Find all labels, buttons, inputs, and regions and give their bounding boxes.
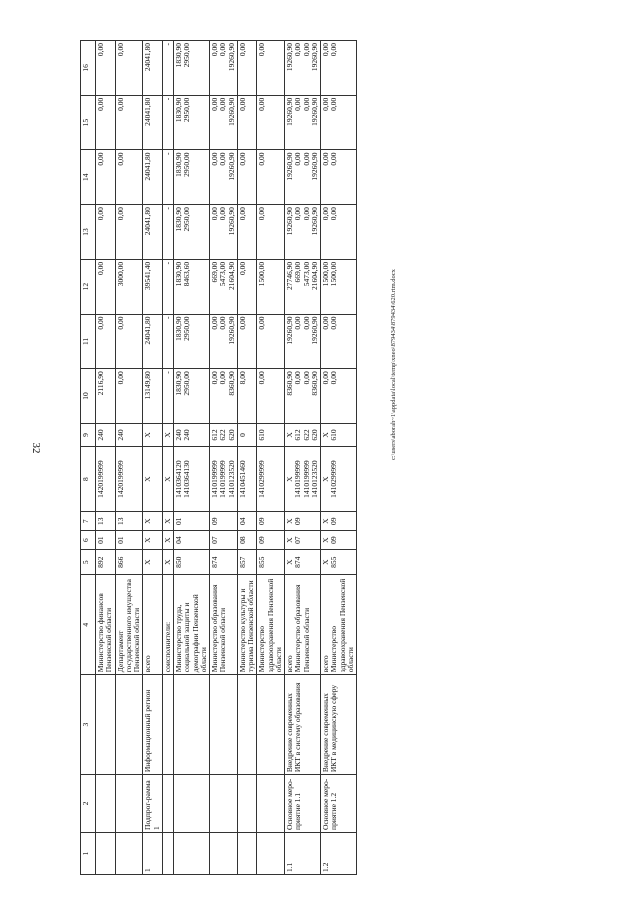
cell-vr: 240 240 [174, 423, 210, 446]
cell-value-2014: 13149,80 [143, 369, 163, 424]
cell-value-2018: - [162, 150, 173, 205]
cell-value-2016: - [162, 259, 173, 314]
column-header: 12 [81, 259, 96, 314]
cell-value-2017: 0,00 [237, 205, 257, 260]
cell-pr: 01 [174, 512, 210, 531]
cell-program-code: Основное меро-приятие 1.2 [321, 775, 357, 833]
cell-rz: X 07 [285, 531, 321, 550]
cell-vr: 240 [115, 423, 143, 446]
table-row [143, 41, 163, 875]
cell-executor: Министерство труда, социальной защиты и демографии Пензенской области [174, 575, 210, 675]
cell-value-2018: 0,00 [257, 150, 285, 205]
cell-value-2015: 0,00 [96, 314, 116, 369]
cell-program-name [210, 675, 238, 775]
cell-executor: соисполнители: [162, 575, 173, 675]
cell-grbs: 892 [96, 550, 116, 575]
cell-pr: X [143, 512, 163, 531]
cell-grbs: 866 [115, 550, 143, 575]
cell-csr: 1410299999 [257, 447, 285, 512]
cell-executor: всего Министерство образования Пензенской области [285, 575, 321, 675]
cell-executor: всего [143, 575, 163, 675]
cell-value-2015: 24041,80 [143, 314, 163, 369]
cell-value-2014: - [162, 369, 173, 424]
cell-value-2017: 19260,90 0,00 0,00 19260,90 [285, 205, 321, 260]
cell-pr: 09 [257, 512, 285, 531]
cell-row-number [210, 832, 238, 874]
cell-value-2015: 0,00 [115, 314, 143, 369]
cell-csr: 1410451460 [237, 447, 257, 512]
cell-value-2019: 0,00 [237, 95, 257, 150]
table-row [237, 41, 257, 875]
cell-value-2017: - [162, 205, 173, 260]
cell-program-code: Подпрог-рамма 1 [143, 775, 163, 833]
cell-value-2018: 24041,80 [143, 150, 163, 205]
cell-value-2020: 0,00 [237, 41, 257, 96]
cell-value-2016: 3000,00 [115, 259, 143, 314]
table-row [321, 41, 357, 875]
cell-program-name [174, 675, 210, 775]
cell-value-2015: 1830,90 2950,00 [174, 314, 210, 369]
cell-csr: 1410199999 1410199999 1410123520 [210, 447, 238, 512]
column-header: 5 [81, 550, 96, 575]
cell-program-name: Внедрение современных ИКТ в медицинскую сферу [321, 675, 357, 775]
table-row [115, 41, 143, 875]
cell-value-2018: 0,00 [96, 150, 116, 205]
cell-rz: 08 [237, 531, 257, 550]
cell-value-2020: 0,00 [257, 41, 285, 96]
cell-program-name [115, 675, 143, 775]
cell-executor: всего Министерство здравоохранения Пензенской области [321, 575, 357, 675]
table-row [210, 41, 238, 875]
cell-rz: X 09 [321, 531, 357, 550]
cell-vr: 610 [257, 423, 285, 446]
cell-value-2015: 19260,90 0,00 0,00 19260,90 [285, 314, 321, 369]
cell-executor: Министерство культуры и туризма Пензенской области [237, 575, 257, 675]
cell-value-2015: - [162, 314, 173, 369]
cell-grbs: X 874 [285, 550, 321, 575]
cell-value-2014: 2116,90 [96, 369, 116, 424]
cell-value-2014: 1830,90 2950,00 [174, 369, 210, 424]
cell-value-2019: 0,00 [96, 95, 116, 150]
column-header: 1 [81, 832, 96, 874]
cell-program-code [237, 775, 257, 833]
cell-csr: X 1410199999 1410199999 1410123520 [285, 447, 321, 512]
cell-value-2020: 1830,90 2950,00 [174, 41, 210, 96]
column-header: 10 [81, 369, 96, 424]
cell-program-name [237, 675, 257, 775]
cell-grbs: X [162, 550, 173, 575]
cell-value-2020: 19260,90 0,00 0,00 19260,90 [285, 41, 321, 96]
cell-value-2019: - [162, 95, 173, 150]
column-header: 3 [81, 675, 96, 775]
cell-row-number [257, 832, 285, 874]
cell-program-code [96, 775, 116, 833]
column-header: 15 [81, 95, 96, 150]
cell-rz: 01 [115, 531, 143, 550]
cell-program-name: Информационный регион [143, 675, 163, 775]
cell-csr: 1420199999 [115, 447, 143, 512]
cell-value-2014: 8,00 [237, 369, 257, 424]
cell-program-name [162, 675, 173, 775]
cell-vr: X [143, 423, 163, 446]
cell-csr: X 1410299999 [321, 447, 357, 512]
cell-value-2018: 1830,90 2950,00 [174, 150, 210, 205]
cell-value-2020: 0,00 [96, 41, 116, 96]
cell-csr: X [143, 447, 163, 512]
cell-executor: Министерство здравоохранения Пензенской области [257, 575, 285, 675]
cell-csr: X [162, 447, 173, 512]
cell-program-code: Основное меро-приятие 1.1 [285, 775, 321, 833]
cell-value-2014: 0,00 0,00 8360,90 [210, 369, 238, 424]
cell-grbs: 855 [257, 550, 285, 575]
column-header: 4 [81, 575, 96, 675]
cell-value-2017: 0,00 0,00 19260,90 [210, 205, 238, 260]
cell-value-2014: 0,00 [115, 369, 143, 424]
header-row [81, 41, 96, 875]
cell-pr: X [162, 512, 173, 531]
cell-program-code [162, 775, 173, 833]
column-header: 2 [81, 775, 96, 833]
table-row [285, 41, 321, 875]
cell-value-2019: 19260,90 0,00 0,00 19260,90 [285, 95, 321, 150]
budget-table [80, 40, 357, 875]
cell-grbs: X 855 [321, 550, 357, 575]
table-body [96, 41, 357, 875]
cell-pr: 13 [115, 512, 143, 531]
cell-value-2015: 0,00 [237, 314, 257, 369]
cell-value-2019: 0,00 [115, 95, 143, 150]
cell-row-number [96, 832, 116, 874]
cell-pr: 13 [96, 512, 116, 531]
cell-executor: Министерство образования Пензенской области [210, 575, 238, 675]
cell-value-2015: 0,00 0,00 [321, 314, 357, 369]
cell-value-2018: 0,00 [115, 150, 143, 205]
cell-value-2016: 1830,90 8463,60 [174, 259, 210, 314]
cell-value-2017: 0,00 0,00 [321, 205, 357, 260]
cell-grbs: 850 [174, 550, 210, 575]
cell-program-code [257, 775, 285, 833]
cell-rz: 09 [257, 531, 285, 550]
rotated-table-wrapper [80, 40, 620, 875]
cell-value-2014: 8360,90 0,00 0,00 8360,90 [285, 369, 321, 424]
cell-vr: X 612 622 620 [285, 423, 321, 446]
cell-rz: X [143, 531, 163, 550]
cell-value-2016: 1500,00 [257, 259, 285, 314]
cell-row-number [174, 832, 210, 874]
cell-program-code [115, 775, 143, 833]
cell-rz: X [162, 531, 173, 550]
cell-value-2018: 0,00 [237, 150, 257, 205]
cell-pr: X 09 [321, 512, 357, 531]
cell-value-2016: 39541,40 [143, 259, 163, 314]
cell-value-2017: 0,00 [257, 205, 285, 260]
cell-value-2017: 24041,80 [143, 205, 163, 260]
cell-vr: 0 [237, 423, 257, 446]
cell-value-2018: 19260,90 0,00 0,00 19260,90 [285, 150, 321, 205]
cell-row-number [237, 832, 257, 874]
table-row [96, 41, 116, 875]
cell-vr: X 610 [321, 423, 357, 446]
cell-row-number: 1 [143, 832, 163, 874]
cell-value-2020: - [162, 41, 173, 96]
cell-row-number [162, 832, 173, 874]
cell-pr: X 09 [285, 512, 321, 531]
cell-value-2019: 24041,80 [143, 95, 163, 150]
cell-pr: 04 [237, 512, 257, 531]
cell-value-2015: 0,00 0,00 19260,90 [210, 314, 238, 369]
cell-rz: 04 [174, 531, 210, 550]
cell-program-code [174, 775, 210, 833]
cell-vr: X [162, 423, 173, 446]
cell-value-2019: 1830,90 2950,00 [174, 95, 210, 150]
cell-row-number: 1.1 [285, 832, 321, 874]
cell-value-2017: 0,00 [115, 205, 143, 260]
cell-value-2016: 0,00 [237, 259, 257, 314]
cell-value-2020: 0,00 0,00 19260,90 [210, 41, 238, 96]
column-header: 6 [81, 531, 96, 550]
cell-rz: 07 [210, 531, 238, 550]
cell-row-number: 1.2 [321, 832, 357, 874]
cell-value-2019: 0,00 [257, 95, 285, 150]
cell-value-2019: 0,00 0,00 [321, 95, 357, 150]
cell-value-2016: 1500,00 1500,00 [321, 259, 357, 314]
column-header: 14 [81, 150, 96, 205]
cell-value-2018: 0,00 0,00 [321, 150, 357, 205]
table-row [174, 41, 210, 875]
cell-csr: 1410364120 1410364130 [174, 447, 210, 512]
cell-executor: Министерство финансов Пензенской области [96, 575, 116, 675]
cell-vr: 612 622 620 [210, 423, 238, 446]
cell-grbs: 874 [210, 550, 238, 575]
cell-value-2017: 1830,90 2950,00 [174, 205, 210, 260]
table-row [257, 41, 285, 875]
cell-vr: 240 [96, 423, 116, 446]
cell-value-2015: 0,00 [257, 314, 285, 369]
cell-csr: 1420199999 [96, 447, 116, 512]
cell-value-2014: 0,00 0,00 [321, 369, 357, 424]
cell-value-2020: 0,00 0,00 [321, 41, 357, 96]
column-header: 16 [81, 41, 96, 96]
cell-grbs: X [143, 550, 163, 575]
cell-program-name: Внедрение современных ИКТ в систему образования [285, 675, 321, 775]
page-number: 32 [30, 442, 42, 454]
cell-rz: 01 [96, 531, 116, 550]
cell-row-number [115, 832, 143, 874]
footer-file-path: c:\users\aborah~1\appdata\local\temp\xneo\879434\879434\620.rtm.docx [390, 269, 397, 460]
cell-value-2016: 669,00 5473,00 21604,90 [210, 259, 238, 314]
column-header: 9 [81, 423, 96, 446]
cell-value-2016: 0,00 [96, 259, 116, 314]
column-header: 8 [81, 447, 96, 512]
cell-value-2020: 0,00 [115, 41, 143, 96]
cell-program-code [210, 775, 238, 833]
cell-grbs: 857 [237, 550, 257, 575]
cell-value-2014: 0,00 [257, 369, 285, 424]
table-row [162, 41, 173, 875]
column-header: 7 [81, 512, 96, 531]
cell-program-name [96, 675, 116, 775]
column-header: 13 [81, 205, 96, 260]
cell-value-2017: 0,00 [96, 205, 116, 260]
cell-executor: Департамент государственного имущества Пензенской области [115, 575, 143, 675]
cell-pr: 09 [210, 512, 238, 531]
cell-value-2016: 27746,90 669,00 5473,00 21604,90 [285, 259, 321, 314]
cell-value-2020: 24041,80 [143, 41, 163, 96]
cell-value-2019: 0,00 0,00 19260,90 [210, 95, 238, 150]
cell-program-name [257, 675, 285, 775]
column-header: 11 [81, 314, 96, 369]
cell-value-2018: 0,00 0,00 19260,90 [210, 150, 238, 205]
